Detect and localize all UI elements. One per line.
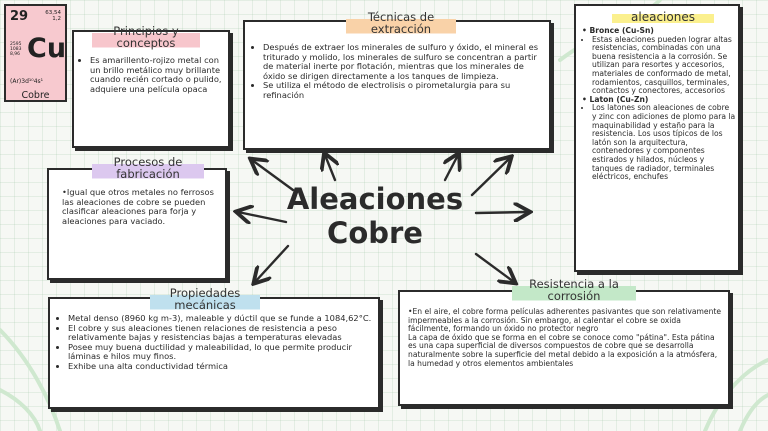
propiedades-title: Propiedades mecánicas [150,286,260,312]
property-1: 2595 [10,42,22,47]
laton-heading-text: Laton (Cu-Zn) [589,94,649,104]
principios-title: Principios y conceptos [92,24,200,50]
resistencia-text [408,308,724,368]
procesos-title: Procesos de fabricación [92,155,204,181]
electron-configuration: (Ar)3d¹⁰4s¹ [10,78,44,85]
resistencia-title: Resistencia a la corrosión [512,277,636,303]
laton-text: • Los latones son aleaciones de cobre y zinc con adiciones de plomo para la maquinabilidad y estaño para la resistencia. Los usos típicos de los latón son la arquitectura, contenedores y componentes estirados y hilados, núcleos y tanques de radiador, terminales eléctricos, enchufes [592,104,736,181]
arrow-to-tecnicas-right [445,155,458,180]
element-name: Cobre [21,90,50,101]
procesos-item-text: Igual que otros metales no ferrosos las aleaciones de cobre se pueden clasificar aleaciones para forja y aleaciones para vaciado. [62,187,214,226]
property-3: 8,96 [10,52,21,57]
arrow-to-resistencia [476,254,514,282]
propiedades-item-2: • El cobre y sus aleaciones tienen relaciones de resistencia a peso relativamente bajas y resistencias bajas a temperaturas elevadas [68,324,374,343]
mass-value: 63,54 [45,10,61,16]
propiedades-item-3: • Posee muy buena ductilidad y maleabilidad, lo que permite producir láminas e hilos muy finos. [68,343,374,362]
aleaciones-title: aleaciones [612,10,714,24]
arrow-to-aleaciones [476,212,528,213]
propiedades-item-4: • Exhibe una alta conductividad térmica [68,362,374,372]
bronce-heading-text: Bronce (Cu-Sn) [589,26,654,35]
center-title-line-1: Aleaciones [286,182,464,216]
charge-value: 1,2 [52,16,61,22]
propiedades-item-1: • Metal denso (8960 kg m-3), maleable y dúctil que se funde a 1084,62°C. [68,314,374,324]
element-symbol: Cu [27,33,67,64]
atomic-number: 29 [10,9,29,24]
property-2: 1083 [10,47,22,52]
tecnicas-title: Técnicas de extracción [346,10,456,36]
laton-heading: • Laton (Cu-Zn) [582,94,649,104]
propiedades-text [58,314,374,372]
tecnicas-item-2: • Se utiliza el método de electrolisis o pirometalurgia para su refinación [263,81,543,100]
center-title-line-2: Cobre [327,216,423,250]
tecnicas-item-1: • Después de extraer los minerales de sulfuro y óxido, el mineral es triturado y molido, los minerales de sulfuro se concentran a partir de material inerte por flotación, mientras que los minerales de óxido se dirigen directamente a los tanques de limpieza. [263,43,543,81]
principios-item: • Es amarillento-rojizo metal con un brillo metálico muy brillante cuando recién cortado o pulido, adquiere una película opaca [90,56,222,94]
procesos-item: •Igual que otros metales no ferrosos las aleaciones de cobre se pueden clasificar aleaciones para forja y aleaciones para vaciado. [62,187,214,226]
arrow-to-aleaciones-top [472,158,510,195]
arrow-to-tecnicas-left [325,155,335,180]
arrow-to-propiedades [255,246,288,282]
bronce-heading: • Bronce (Cu-Sn) [582,26,654,35]
resistencia-paragraph-2: La capa de óxido que se forma en el cobre se conoce como "pátina". Esta pátina es una capa superficial de diversos compuestos de cobre que se desarrolla naturalmente sobre la superficie del metal debido a la exposición a la atmósfera, la humedad y otros elementos ambientales [408,332,718,368]
bronce-text: • Estas aleaciones pueden lograr altas resistencias, combinadas con una buena resistencia a la corrosión. Se utilizan para resortes y accesorios, materiales de conformado de metal, rodamientos, casquillos, terminales, contactos y conectores, accesorios [592,36,736,96]
resistencia-paragraph-1: •En el aire, el cobre forma películas adherentes pasivantes que son relativamente impermeables a la corrosión. Sin embargo, al calentar el cobre se oxida fácilmente, formando un óxido no protector negro [408,307,722,334]
arrow-to-procesos [238,212,286,222]
arrow-to-principios [252,160,293,190]
